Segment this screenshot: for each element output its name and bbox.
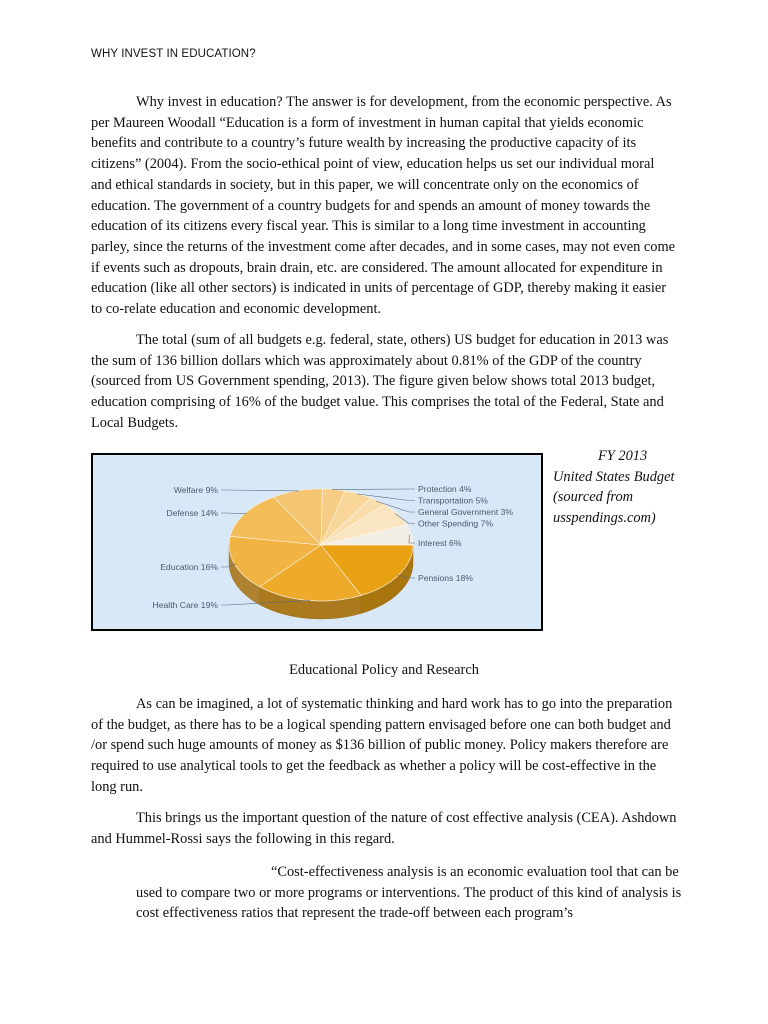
- section-title: Educational Policy and Research: [289, 662, 479, 678]
- paragraph-policy: [91, 694, 677, 798]
- pie-label-protection: Protection 4%: [418, 484, 472, 494]
- figure-caption: [553, 446, 693, 529]
- leader-line-defense: [221, 513, 247, 514]
- pie-label-transportation: Transportation 5%: [418, 495, 488, 506]
- pie-label-other-spending: Other Spending 7%: [418, 518, 494, 529]
- document-heading: WHY INVEST IN EDUCATION?: [91, 48, 256, 60]
- paragraph-policy-text: As can be imagined, a lot of systematic thinking and hard work has to go into the preparation of the budget, as there has to be a logical spending pattern envisaged before one can both budget and /or spend such huge amounts of money as $136 billion of public money. Policy makers therefore are required to use analytical tools to get the feedback as whether a policy will be cost-effective in the long run.: [91, 696, 673, 795]
- pie-label-education: Education 16%: [160, 562, 218, 572]
- paragraph-cea: [91, 808, 677, 849]
- pie-label-welfare: Welfare 9%: [173, 485, 218, 495]
- paragraph-cea-text: This brings us the important question of the nature of cost effective analysis (CEA). Ashdown and Hummel-Rossi says the following in this regard.: [91, 810, 677, 847]
- block-quote-text: “Cost-effectiveness analysis is an economic evaluation tool that can be used to compare two or more programs or interventions. The product of this kind of analysis is cost effectiveness ratios that represent the trade-off between each program’s: [136, 864, 682, 922]
- pie-label-pensions: Pensions 18%: [418, 573, 473, 583]
- block-quote: [136, 862, 682, 924]
- pie-label-defense: Defense 14%: [166, 508, 218, 518]
- paragraph-intro: [91, 92, 677, 320]
- pie-label-interest: Interest 6%: [418, 538, 462, 548]
- paragraph-budget: [91, 330, 677, 434]
- caption-rest: United States Budget (sourced from usspendings.com): [553, 468, 675, 527]
- leader-line-protection: [332, 489, 415, 490]
- paragraph-budget-text: The total (sum of all budgets e.g. federal, state, others) US budget for education in 2013 was the sum of 136 billion dollars which was approximately about 0.81% of the GDP of the country (sourced from US Government spending, 2013). The figure given below shows total 2013 budget, education comprising of 16% of the budget value. This comprises the total of the Federal, State and Local Budgets.: [91, 332, 669, 431]
- pie-chart-svg: [93, 455, 541, 629]
- pie-slices: [229, 489, 413, 601]
- pie-label-health-care: Health Care 19%: [152, 600, 218, 610]
- caption-line-1: FY 2013: [598, 448, 648, 464]
- leader-line-welfare: [221, 490, 299, 491]
- budget-pie-chart: [91, 453, 543, 631]
- paragraph-intro-text: Why invest in education? The answer is for development, from the economic perspective. As per Maureen Woodall “Education is a form of investment in human capital that yields economic benefits and contribute to a country’s future wealth by increasing the productive capacity of its citizens” (2004). From the socio-ethical point of view, education helps us set our individual moral and ethical standards in society, but in this paper, we will concentrate only on the economics of education. The government of a country budgets for and spends an amount of money towards the education of its citizens every fiscal year. This is similar to a long time investment in accounting parley, since the returns of the investment come after decades, and in some cases, may not even come if events such as dropouts, brain drain, etc. are considered. The amount allocated for expenditure in education (like all other sectors) is indicated in units of percentage of GDP, thereby making it easier to co-relate education and economic development.: [91, 94, 676, 318]
- pie-label-general-government: General Government 3%: [418, 507, 514, 517]
